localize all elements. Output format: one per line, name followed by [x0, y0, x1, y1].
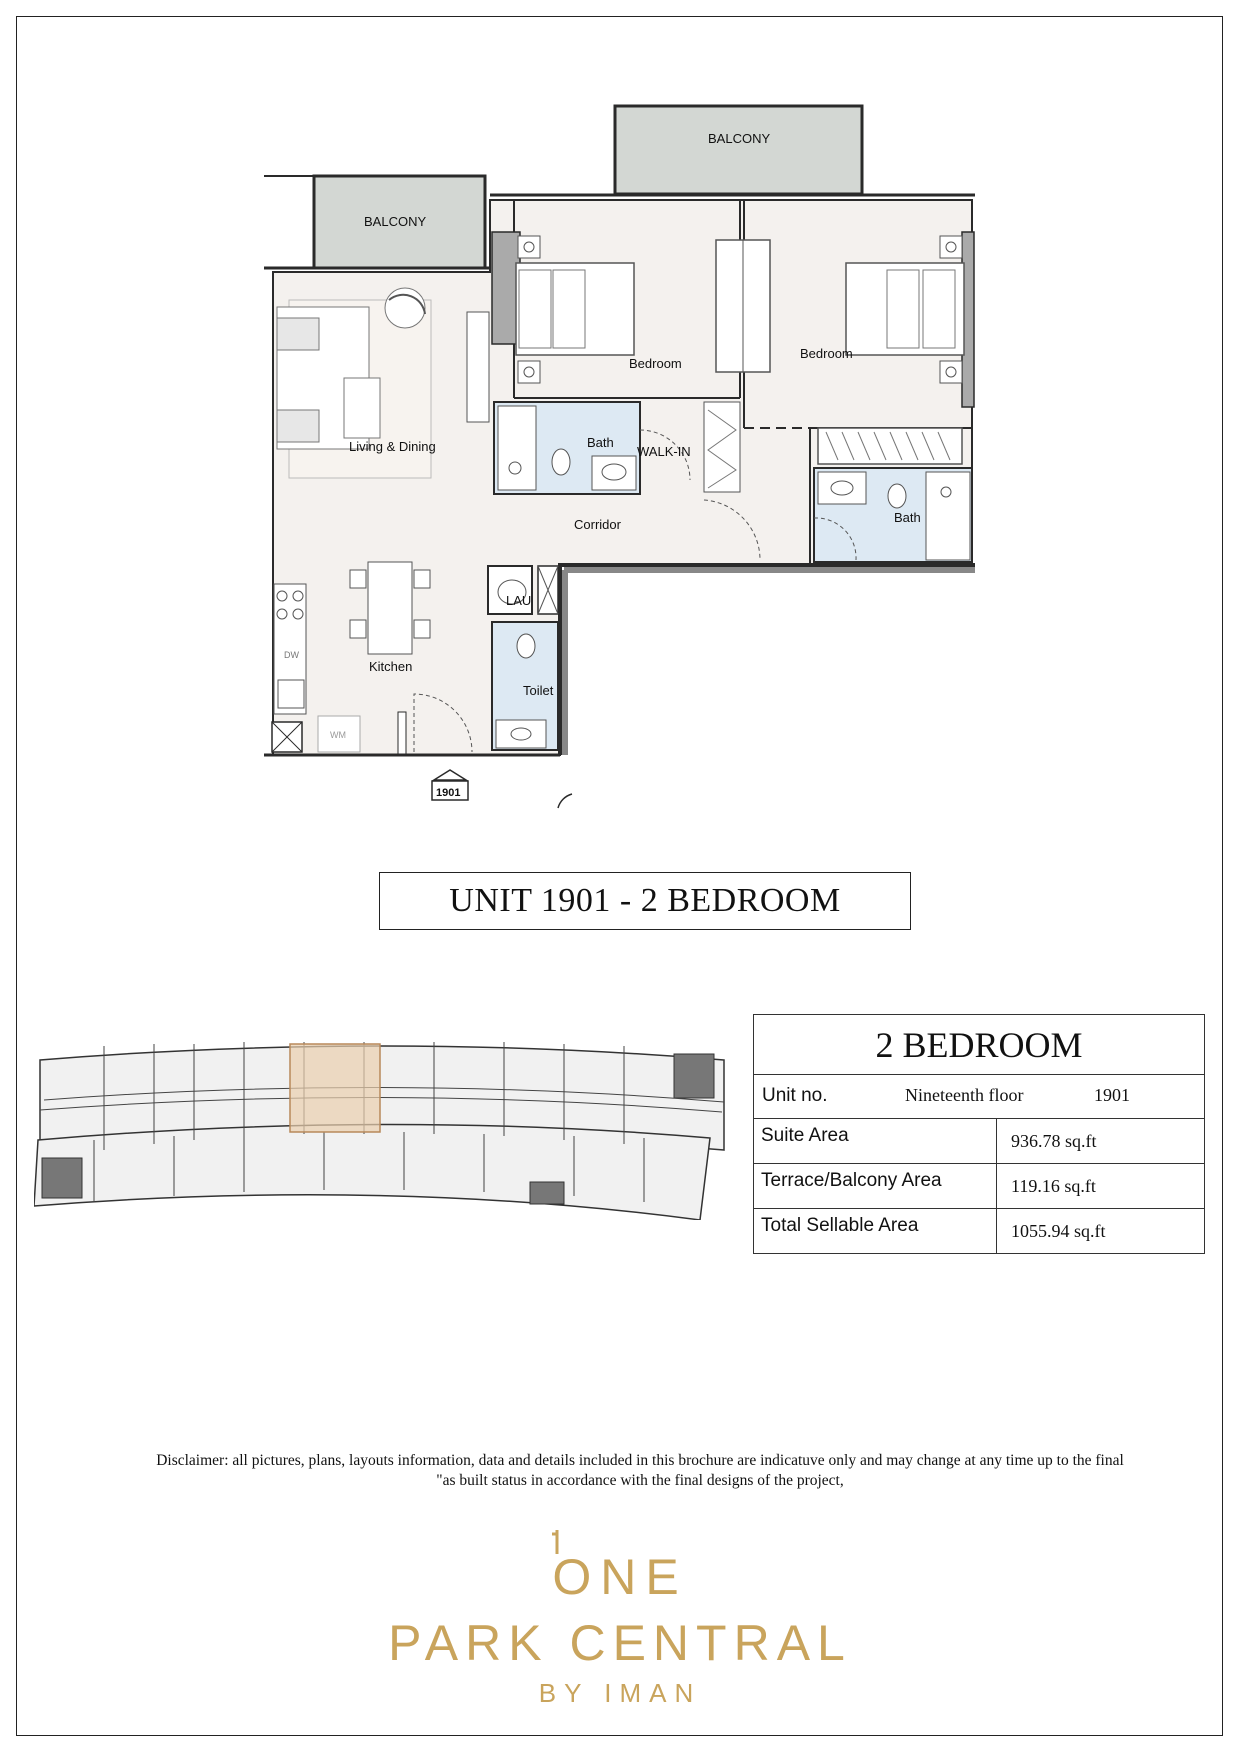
toilet-label: Toilet — [523, 683, 554, 698]
lau-label: LAU — [506, 593, 532, 608]
spec-table — [753, 1014, 1205, 1254]
logo-line-park-central: PARK CENTRAL — [388, 1615, 852, 1671]
bath-2-label: Bath — [894, 510, 921, 525]
kitchen-label: Kitchen — [369, 659, 413, 674]
spec-row-value: 1055.94 sq.ft — [1011, 1221, 1106, 1241]
floor-value: Nineteenth floor — [905, 1085, 1024, 1105]
entry-tag-label: 1901 — [436, 787, 461, 799]
spec-row-value: 119.16 sq.ft — [1011, 1176, 1096, 1196]
spec-row-balcony-area — [754, 1164, 1204, 1209]
spec-row-label: Total Sellable Area — [754, 1209, 997, 1253]
spec-heading: 2 BEDROOM — [754, 1015, 1204, 1075]
logo-line-one: ONE — [552, 1549, 688, 1605]
corridor-label: Corridor — [574, 517, 621, 532]
bedroom-1-label: Bedroom — [629, 356, 682, 371]
wm-label: WM — [330, 730, 346, 740]
walk-in-label: WALK-IN — [637, 444, 691, 459]
floor-plan — [0, 0, 1241, 830]
spec-row-value: 936.78 sq.ft — [1011, 1131, 1097, 1151]
dw-label: DW — [284, 650, 299, 660]
balcony-left-label: BALCONY — [364, 214, 427, 229]
unit-highlight — [290, 1044, 380, 1132]
spec-row-label: Suite Area — [754, 1119, 997, 1163]
bath-1-label: Bath — [587, 435, 614, 450]
balcony-top-label: BALCONY — [708, 131, 771, 146]
spec-unit-row — [754, 1075, 1204, 1119]
unit-no-value: 1901 — [1094, 1085, 1130, 1105]
disclaimer-line-2: "as built status in accordance with the final designs of the project, — [436, 1472, 844, 1489]
brand-logo — [370, 1528, 870, 1728]
unit-no-label: Unit no. — [762, 1085, 828, 1106]
spec-row-label: Terrace/Balcony Area — [754, 1164, 997, 1208]
balcony-top — [615, 106, 862, 194]
bedroom-2-label: Bedroom — [800, 346, 853, 361]
unit-title: UNIT 1901 - 2 BEDROOM — [379, 872, 911, 930]
key-plan — [34, 1040, 734, 1220]
spec-row-suite-area — [754, 1119, 1204, 1164]
living-dining-label: Living & Dining — [349, 439, 436, 454]
disclaimer — [60, 1451, 1220, 1491]
logo-line-by-iman: BY IMAN — [538, 1678, 702, 1708]
spec-row-total-area — [754, 1209, 1204, 1253]
disclaimer-line-1: Disclaimer: all pictures, plans, layouts information, data and details included in this brochure are indicatuve only and may change at any time up to the final — [156, 1452, 1124, 1469]
